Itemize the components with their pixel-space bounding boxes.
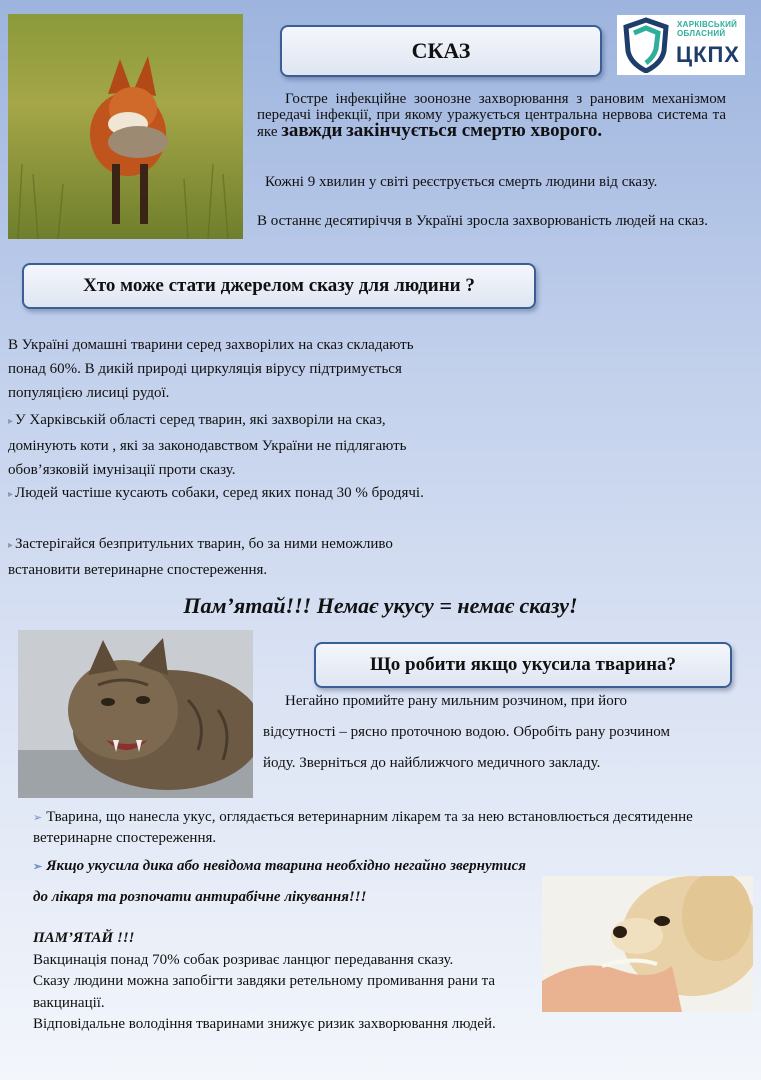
section-heading-sources: Хто може стати джерелом сказу для людини ? [22, 263, 536, 309]
remember-line-2: Сказу людини можна запобігти завдяки ретельному промивання рани та вакцинації. [33, 973, 496, 1011]
logo: ХАРКІВСЬКИЙ ОБЛАСНИЙ ЦКПХ [617, 15, 745, 75]
intro-paragraph-3: В останнє десятиріччя в Україні зросла захворюваність людей на сказ. [257, 213, 708, 229]
shield-icon [620, 17, 672, 73]
sources-paragraph-1: В Україні домашні тварини серед захворілих на сказ складають понад 60%. В дикій природі циркуляція вірусу підтримується популяцією лисиці рудої. [8, 337, 414, 401]
sources-paragraph-4: ▸ Застерігайся безпритульних тварин, бо за ними неможливо встановити ветеринарне спостереження. [8, 536, 393, 578]
sources-paragraph-3: ▸ Людей частіше кусають собаки, серед яких понад 30 % бродячі. [8, 485, 424, 501]
page-title: СКАЗ [280, 25, 602, 77]
slogan: Пам’ятай!!! Немає укусу = немає сказу! [183, 593, 578, 618]
bite-paragraph: Негайно промийте рану мильним розчином, при його відсутності – рясно проточною водою. Обробіть рану розчином йоду. Зверніться до найближчого медичного закладу. [263, 693, 670, 771]
section-heading-bite: Що робити якщо укусила тварина? [314, 642, 732, 688]
remember-line-1: Вакцинація понад 70% собак розриває ланцюг передавання сказу. [33, 952, 454, 968]
sources-paragraph-2: ▸ У Харківській області серед тварин, які захворіли на сказ, домінують коти , які за законодавством України не підлягають обов’язковій імунізації проти сказу. [8, 412, 407, 478]
dog-photo [542, 876, 753, 1012]
fox-photo [8, 14, 243, 239]
cat-photo [18, 630, 253, 798]
intro-paragraph-2: Кожні 9 хвилин у світі реєструється смерть людини від сказу. [265, 174, 658, 190]
remember-heading: ПАМ’ЯТАЙ !!! [33, 930, 135, 946]
remember-line-3: Відповідальне володіння тваринами знижує ризик захворювання людей. [33, 1016, 496, 1032]
intro-paragraph: Гостре інфекційне зоонозне захворювання з рановим механізмом передачі інфекції, при якому уражується центральна нервова система та яке завжди закінчується смертю хворого. [257, 91, 726, 141]
bite-bullet-2: ➢ Якщо укусила дика або невідома тварина необхідно негайно звернутися до лікаря та розпочати антирабічне лікування!!! [33, 858, 527, 905]
bite-bullet-1: ➢ Тварина, що нанесла укус, оглядається ветеринарним лікарем та за нею встановлюється десятиденне ветеринарне спостереження. [33, 809, 693, 846]
